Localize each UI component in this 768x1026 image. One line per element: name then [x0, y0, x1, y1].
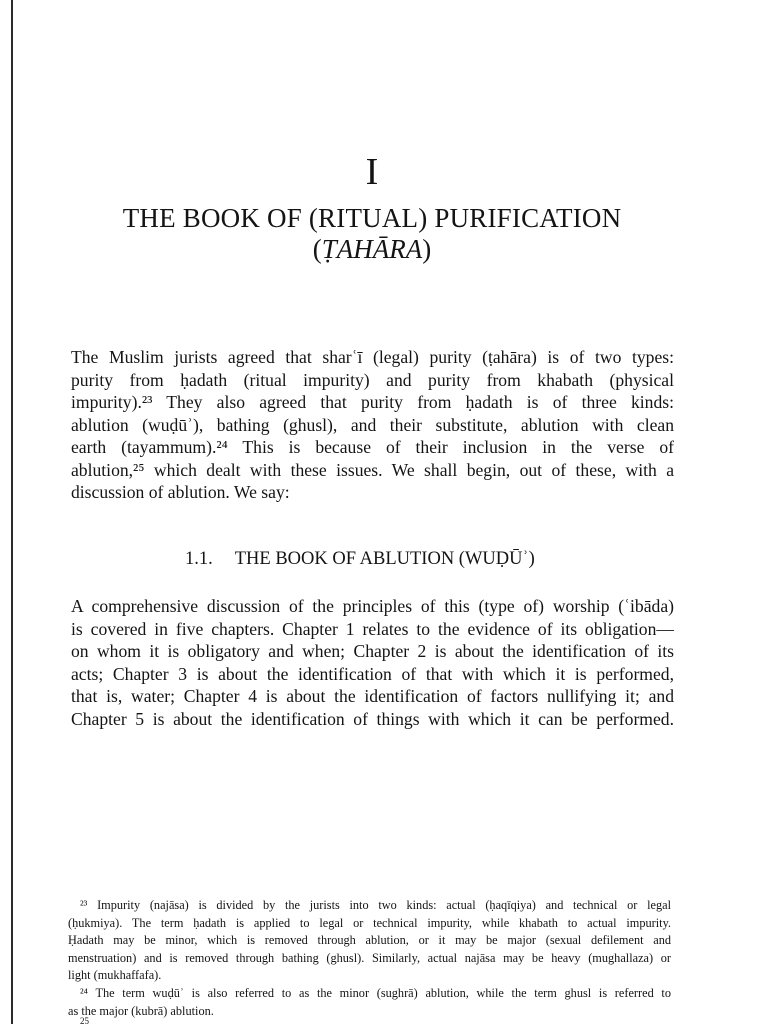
intro-line: ablution,²⁵ which dealt with these issues. We shall begin, out of these, with a [71, 459, 674, 480]
scope-line: on whom it is obligatory and when; Chapter 2 is about the identification of its [71, 641, 674, 661]
footnote-line: ²³ Impurity (najāsa) is divided by the jurists into two kinds: actual (ḥaqīqiya) and technical or legal [80, 898, 671, 912]
chapter-subtitle [0, 233, 744, 265]
footnote-line: menstruation) and is removed through bathing (ghusl). Similarly, actual najāsa may be heavy (mughallaza) or [68, 950, 671, 965]
scope-line: acts; Chapter 3 is about the identification of that with which it is performed, [71, 663, 674, 684]
footnote-line: (ḥukmiya). The term ḥadath is applied to legal or technical impurity, while khabath to actual impurity. [68, 915, 671, 930]
footnote-line: ²⁴ The term wuḍūʾ is also referred to as the minor (sughrā) ablution, while the term ghusl is referred to [80, 985, 671, 1000]
intro-line: impurity).²³ They also agreed that purity from ḥadath is of three kinds: [71, 392, 674, 412]
intro-line: purity from ḥadath (ritual impurity) and purity from khabath (physical [71, 369, 674, 390]
intro-line: ablution (wuḍūʾ), bathing (ghusl), and their substitute, ablution with clean [71, 414, 674, 435]
scope-line: that is, water; Chapter 4 is about the identification of factors nullifying it; and [71, 686, 674, 706]
footnote-line: Ḥadath may be minor, which is removed through ablution, or it may be major (sexual defilement and [68, 933, 671, 948]
scope-paragraph [71, 595, 674, 730]
footnote-line: as the major (kubrā) ablution. [68, 1003, 214, 1018]
chapter-title: THE BOOK OF (RITUAL) PURIFICATION [122, 203, 622, 233]
footnotes [68, 897, 671, 1020]
section-title: THE BOOK OF ABLUTION (WUḌŪʾ) [234, 549, 535, 569]
chapter-numeral: I [365, 151, 379, 193]
intro-paragraph [71, 346, 674, 504]
scope-line: A comprehensive discussion of the principles of this (type of) worship (ʿibāda) [71, 596, 674, 616]
intro-line: discussion of ablution. We say: [71, 482, 290, 502]
intro-line: earth (tayammum).²⁴ This is because of their inclusion in the verse of [71, 437, 674, 457]
subtitle-close-paren: ) [422, 234, 432, 264]
intro-line: The Muslim jurists agreed that sharʿī (legal) purity (ṭahāra) is of two types: [71, 347, 674, 367]
section-number: 1.1. [185, 549, 213, 569]
footnote-cutoff-marker: 25 [80, 1016, 89, 1026]
scope-line: is covered in five chapters. Chapter 1 relates to the evidence of its obligation— [71, 618, 674, 639]
section-heading [185, 547, 535, 571]
subtitle-term: ṬAHĀRA [321, 234, 423, 264]
footnote-line: light (mukhaffafa). [68, 968, 162, 983]
scope-line: Chapter 5 is about the identification of things with which it can be performed. [71, 708, 674, 729]
subtitle-open-paren: ( [312, 234, 322, 264]
